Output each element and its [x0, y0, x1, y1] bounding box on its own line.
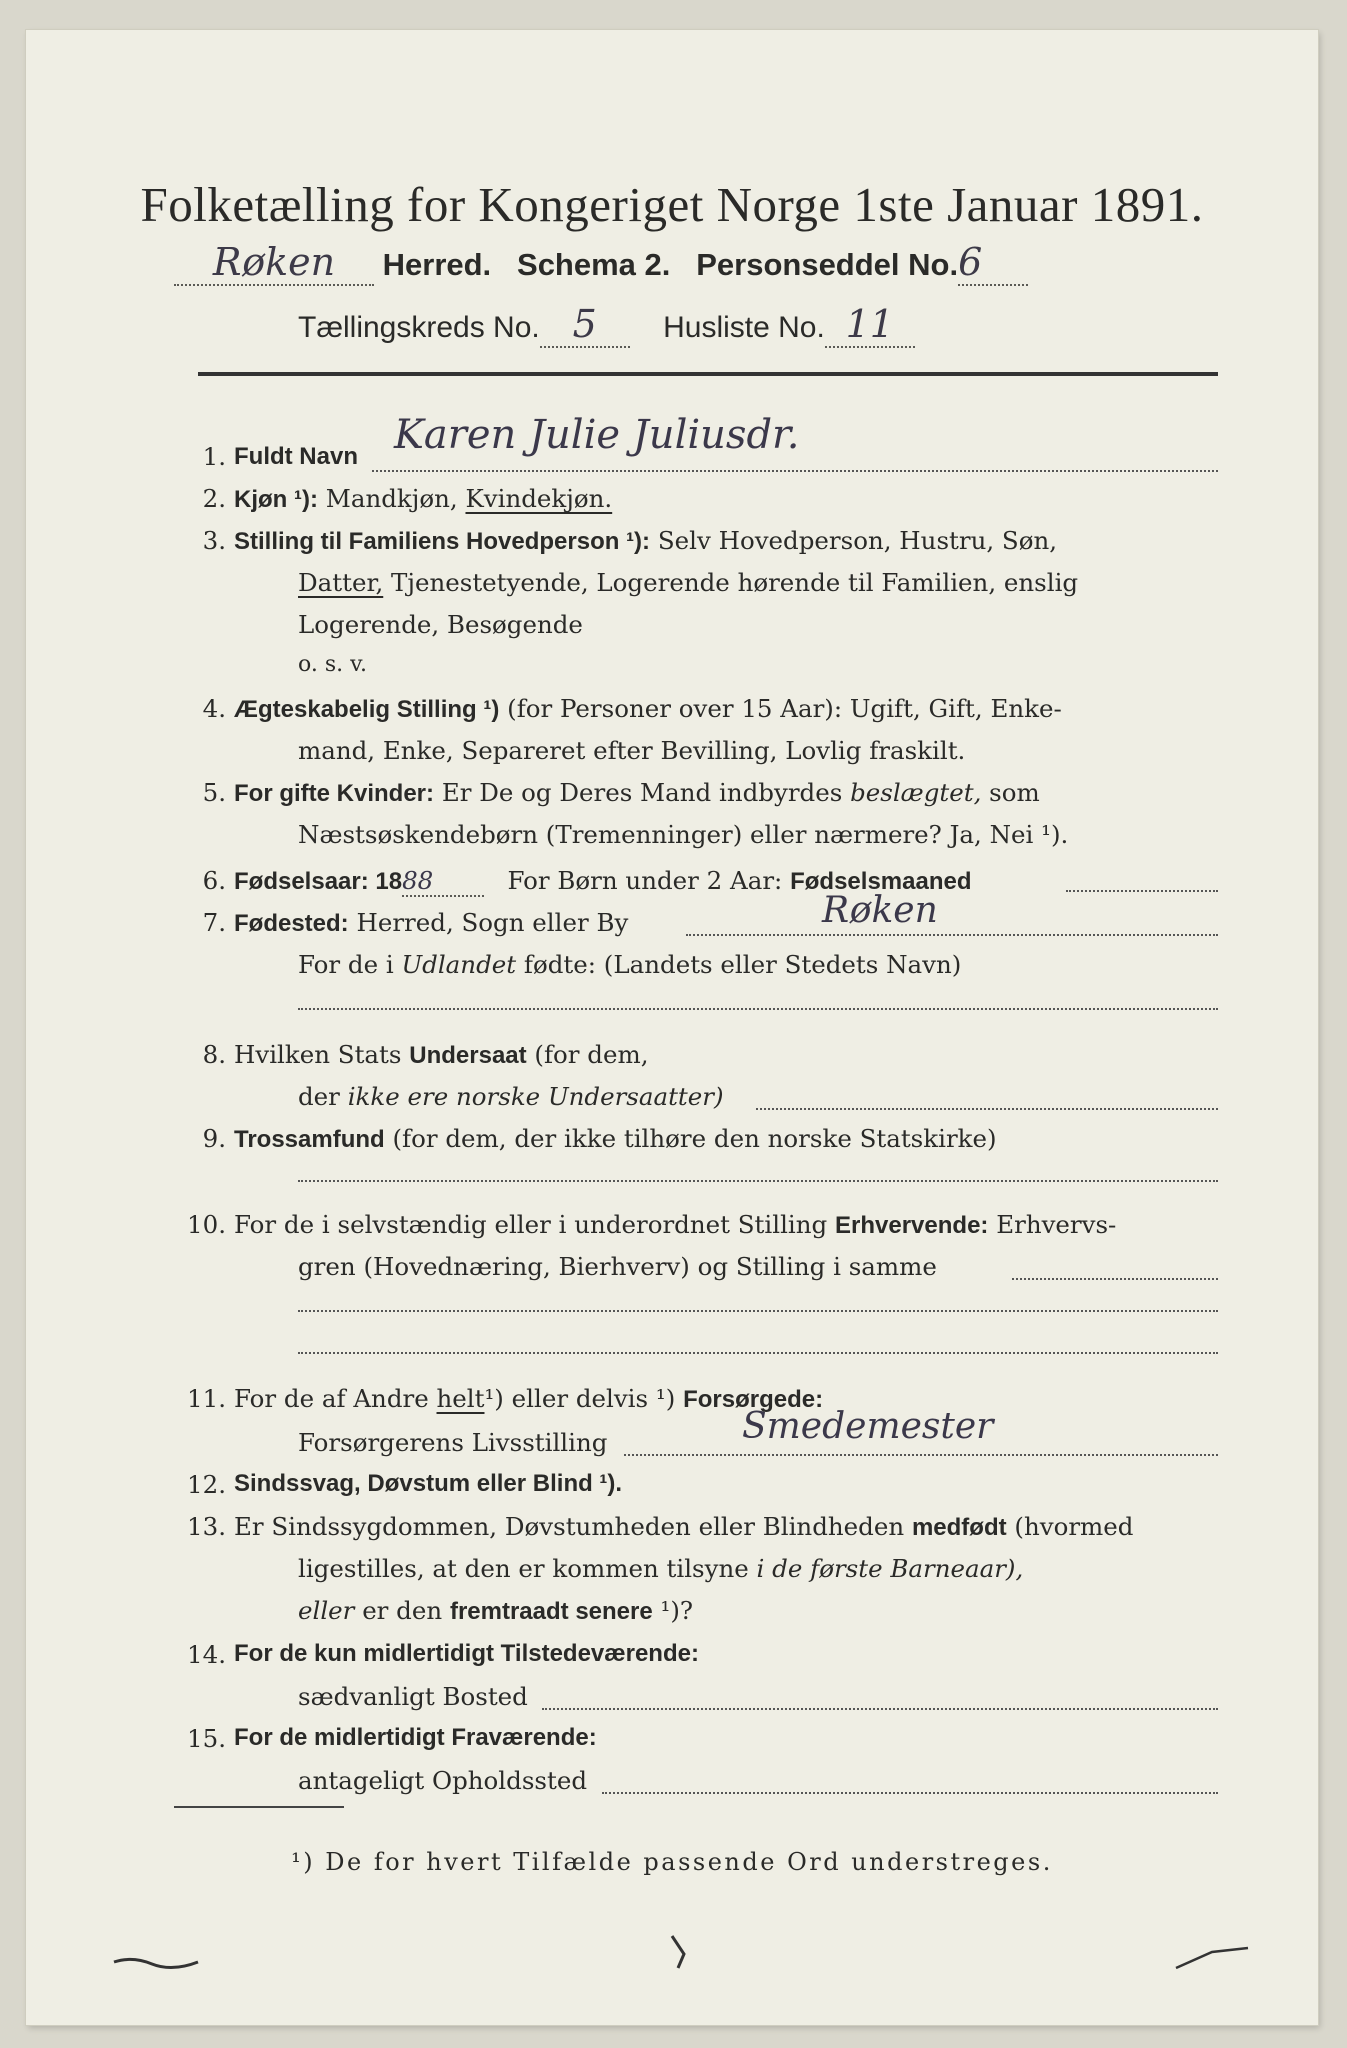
blank-line — [298, 1180, 1218, 1182]
item-text — [234, 526, 1057, 556]
item-line: Udlandet — [401, 950, 517, 979]
item-line: Næstsøskendebørn (Tremenninger) eller nærmere? Ja, Nei ¹). — [298, 820, 1069, 849]
item-text — [298, 568, 1078, 597]
item-label: Stilling til Familiens Hovedperson ¹): — [234, 528, 651, 555]
ink-mark-icon — [1172, 1942, 1252, 1972]
personseddel-label: Personseddel No. — [696, 247, 959, 282]
item-label: Fuldt Navn — [234, 443, 358, 470]
item-label: Undersaat — [409, 1042, 527, 1069]
item-line: sædvanligt Bosted — [298, 1682, 528, 1711]
ink-mark-icon — [112, 1952, 202, 1972]
item-number: 12. — [187, 1470, 226, 1499]
item-text — [234, 1040, 649, 1070]
item-line: der — [298, 1082, 340, 1111]
item-number: 8. — [202, 1040, 226, 1069]
item-line: er den — [362, 1596, 443, 1625]
husliste-label: Husliste No. — [663, 311, 825, 344]
item-text — [298, 1554, 1023, 1583]
item-label: Fødested: — [234, 910, 349, 937]
item-line: o. s. v. — [298, 652, 367, 677]
item-label: Sindssvag, Døvstum eller Blind ¹). — [234, 1470, 623, 1497]
item-number: 4. — [202, 694, 226, 723]
item-number: 15. — [187, 1724, 226, 1753]
item-line: ¹)? — [660, 1596, 694, 1625]
item-line: Forsørgerens Livsstilling — [298, 1428, 608, 1457]
item-text — [234, 1210, 1116, 1240]
item-number: 3. — [202, 526, 226, 555]
item-text — [298, 1082, 724, 1111]
personseddel-value: 6 — [958, 240, 983, 284]
item-number: 9. — [202, 1124, 226, 1153]
blank-line — [298, 1008, 1218, 1010]
ink-mark-icon — [668, 1932, 698, 1972]
answer-line — [1012, 1278, 1218, 1280]
header-line-herred — [174, 240, 1028, 286]
item-line: som — [989, 778, 1040, 807]
item-text — [234, 1384, 823, 1414]
item-number: 10. — [187, 1210, 226, 1239]
header-rule — [198, 372, 1218, 376]
kreds-value: 5 — [572, 302, 597, 346]
item-line: Erhvervs- — [996, 1210, 1117, 1239]
item-label: Forsørgede: — [683, 1386, 824, 1413]
schema-label: Schema 2. — [517, 247, 671, 282]
item-line: gren (Hovednæring, Bierhverv) og Stilling i samme — [298, 1252, 937, 1281]
item-line: For Børn under 2 Aar: — [507, 866, 783, 895]
kreds-label: Tællingskreds No. — [298, 311, 540, 344]
item-line: Selv Hovedperson, Hustru, Søn, — [657, 526, 1058, 555]
item-number: 5. — [202, 778, 226, 807]
item-number: 14. — [187, 1640, 226, 1669]
item-line: ligestilles, at den er kommen tilsyne — [298, 1554, 749, 1583]
option-helt: helt — [436, 1384, 485, 1413]
item-line: (for dem, der ikke tilhøre den norske Statskirke) — [392, 1124, 997, 1153]
option-kvindekjon: Kvindekjøn. — [465, 484, 613, 513]
item-text — [234, 694, 1062, 724]
item-text — [234, 778, 1040, 808]
item-line: (for dem, — [534, 1040, 649, 1069]
item-line: antageligt Opholdssted — [298, 1766, 587, 1795]
birth-year-answer: 88 — [402, 866, 484, 897]
full-name-answer: Karen Julie Juliusdr. — [394, 412, 800, 458]
answer-line — [372, 470, 1218, 472]
item-number: 6. — [202, 866, 226, 895]
item-line: Er Sindssygdommen, Døvstumheden eller Blindheden — [234, 1512, 905, 1541]
item-label: Kjøn ¹): — [234, 486, 318, 513]
answer-line — [624, 1454, 1218, 1456]
item-text — [234, 484, 612, 514]
item-label: medfødt — [911, 1514, 1007, 1541]
item-line: For de af Andre — [234, 1384, 429, 1413]
item-line: beslægtet, — [850, 778, 982, 807]
answer-line — [542, 1708, 1218, 1710]
item-text — [234, 1124, 997, 1154]
item-line: (hvormed — [1014, 1512, 1134, 1541]
item-line: eller — [298, 1596, 355, 1625]
item-line: Hvilken Stats — [234, 1040, 402, 1069]
item-label: For gifte Kvinder: — [234, 780, 435, 807]
item-line: Herred, Sogn eller By — [356, 908, 629, 937]
herred-value: Røken — [212, 240, 336, 284]
item-line: Logerende, Besøgende — [298, 610, 583, 639]
item-number: 13. — [187, 1512, 226, 1541]
item-label: For de kun midlertidigt Tilstedeværende: — [234, 1640, 699, 1667]
item-line: ikke ere norske Undersaatter) — [347, 1082, 724, 1111]
item-line: i de første Barneaar), — [756, 1554, 1024, 1583]
item-text — [298, 1596, 693, 1626]
item-number: 7. — [202, 908, 226, 937]
item-line: For de i selvstændig eller i underordnet Stilling — [234, 1210, 828, 1239]
footnote-rule — [174, 1806, 344, 1808]
item-number: 2. — [202, 484, 226, 513]
item-line: Er De og Deres Mand indbyrdes — [441, 778, 843, 807]
item-text — [234, 1512, 1133, 1542]
answer-line — [686, 934, 1218, 936]
answer-line — [756, 1108, 1218, 1110]
husliste-value: 11 — [845, 302, 894, 346]
item-label: For de midlertidigt Fraværende: — [234, 1724, 597, 1751]
item-number: 1. — [202, 442, 226, 471]
item-text — [234, 908, 628, 938]
header-line-kreds — [298, 302, 915, 348]
item-text — [298, 950, 961, 979]
item-line: fødte: (Landets eller Stedets Navn) — [523, 950, 962, 979]
item-label: Fødselsaar: 18 — [234, 868, 403, 895]
item-label: Erhvervende: — [835, 1212, 989, 1239]
option-mandkjon: Mandkjøn, — [325, 484, 458, 513]
item-label-2: Fødselsmaaned — [790, 868, 972, 895]
answer-line — [1066, 890, 1218, 892]
census-form-sheet — [26, 30, 1318, 2025]
item-label: fremtraadt senere — [449, 1598, 653, 1625]
herred-label: Herred. — [382, 247, 492, 282]
provider-occupation-answer: Smedemester — [742, 1406, 994, 1447]
item-label: Trossamfund — [234, 1126, 385, 1153]
item-line: ¹) eller delvis ¹) — [484, 1384, 676, 1413]
item-label: Ægteskabelig Stilling ¹) — [234, 696, 500, 723]
item-line: mand, Enke, Separeret efter Bevilling, Lovlig fraskilt. — [298, 736, 966, 765]
answer-line — [602, 1792, 1218, 1794]
item-number: 11. — [187, 1384, 226, 1413]
footnote: ¹) De for hvert Tilfælde passende Ord understreges. — [291, 1848, 1053, 1876]
blank-line — [298, 1310, 1218, 1312]
birthplace-answer: Røken — [822, 890, 938, 931]
item-line: For de i — [298, 950, 394, 979]
form-title: Folketælling for Kongeriget Norge 1ste Januar 1891. — [140, 177, 1204, 232]
option-datter: Datter, — [298, 568, 384, 597]
blank-line — [298, 1352, 1218, 1354]
item-line: Tjenestetyende, Logerende hørende til Familien, enslig — [391, 568, 1079, 597]
item-line: (for Personer over 15 Aar): Ugift, Gift, Enke- — [507, 694, 1062, 723]
